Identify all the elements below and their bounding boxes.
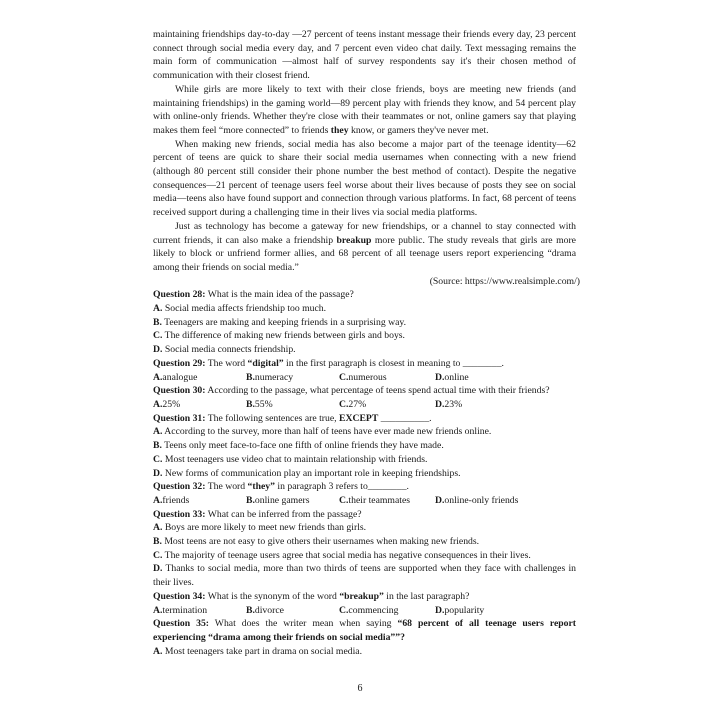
question-31 <box>153 412 576 426</box>
question-31-option-a[interactable]: A. According to the survey, more than half of teens have ever made new friends online. <box>153 426 492 438</box>
question-29-option-c[interactable]: C.numerous <box>339 371 387 383</box>
question-33-option-b[interactable]: B. Most teens are not easy to give others their usernames when making new friends. <box>153 536 480 548</box>
question-32-option-c[interactable]: C.their teammates <box>339 494 411 506</box>
question-28-text: What is the main idea of the passage? <box>205 289 354 301</box>
question-28-option-d[interactable] <box>153 343 576 357</box>
paragraph-4-text-end: more public. The study reveals that girls are more likely to block or unfriend former allies, and 68 percent of all teenage users report experiencing “drama among their friends on social media.” <box>153 234 576 273</box>
question-34 <box>153 590 576 604</box>
paragraph-4-text: Just as technology has become a gateway for new friendships, or a channel to stay connected with current friends, it can also make a friendship <box>153 220 576 246</box>
option-letter: B. <box>153 316 162 328</box>
question-29-options <box>153 371 576 385</box>
question-29-text: The word <box>205 357 248 369</box>
question-34-text: What is the synonym of the word <box>205 590 340 602</box>
question-31-option-d[interactable]: D. New forms of communication play an important role in keeping friendships. <box>153 467 461 479</box>
paragraph-2-text-end: know, or gamers they've never met. <box>348 124 489 136</box>
paragraph-3: When making new friends, social media has also become a major part of the teenage identity—62 percent of teens are quick to share their social media usernames when connecting with a new friend (although 80 percent still consider their phone number the best method of contact). Despite the negative consequences—21 percent of teenage users feel worse about their lives because of posts they see on social media—teens also have found support and connection through various platforms. In fact, 68 percent of teens received support during a challenging time in their lives via social media platforms. <box>153 138 576 219</box>
question-32-label: Question 32: <box>153 481 206 493</box>
question-32 <box>153 480 576 494</box>
question-30-label: Question 30: <box>153 385 206 397</box>
paragraph-1: maintaining friendships day-to-day —27 percent of teens instant message their friends every day, 23 percent connect through social media every day, and 7 percent even video chat daily. Text messaging remains the main form of communication —almost half of survey respondents say it's their chosen method of communication with their closest friend. <box>153 29 576 82</box>
question-28-option-a[interactable] <box>153 302 576 316</box>
question-33 <box>153 508 576 522</box>
question-32-text-end: in paragraph 3 refers to________. <box>275 481 409 493</box>
question-35-quote: “68 percent of all teenage users report experiencing “drama among their friends on social media””? <box>153 618 577 643</box>
question-32-text: The word <box>205 481 248 493</box>
question-34-option-a[interactable]: A.termination <box>153 604 208 616</box>
paragraph-2 <box>153 83 576 138</box>
question-29-keyword: “digital” <box>247 357 284 369</box>
question-29-option-d[interactable]: D.online <box>435 371 469 383</box>
question-34-options <box>153 604 576 618</box>
question-33-text: What can be inferred from the passage? <box>205 508 362 520</box>
question-30-option-a[interactable]: A.25% <box>153 398 181 410</box>
question-29 <box>153 357 576 371</box>
question-31-option-b[interactable]: B. Teens only meet face-to-face one fifth of online friends they have made. <box>153 440 444 452</box>
question-33-option-a[interactable]: A. Boys are more likely to meet new friends than girls. <box>153 522 367 534</box>
question-31-option-c[interactable]: C. Most teenagers use video chat to maintain relationship with friends. <box>153 453 428 465</box>
question-30-option-b[interactable]: B.55% <box>246 398 273 410</box>
question-28-option-b[interactable] <box>153 316 576 330</box>
question-30-text: According to the passage, what percentage of teens spend actual time with their friends? <box>205 385 550 397</box>
question-29-label: Question 29: <box>153 357 206 369</box>
question-34-option-c[interactable]: C.commencing <box>339 604 399 616</box>
question-32-option-d[interactable]: D.online-only friends <box>435 494 519 506</box>
source-citation: (Source: https://www.realsimple.com/) <box>429 275 580 287</box>
question-34-option-d[interactable]: D.popularity <box>435 604 485 616</box>
option-letter: A. <box>153 303 163 315</box>
question-32-option-a[interactable]: A.friends <box>153 494 190 506</box>
option-text: Social media affects friendship too much. <box>162 303 327 315</box>
question-32-option-b[interactable]: B.online gamers <box>246 494 310 506</box>
question-34-text-end: in the last paragraph? <box>383 590 470 602</box>
question-33-option-d[interactable]: D. Thanks to social media, more than two thirds of teens are supported when they face with challenges in their lives. <box>153 563 576 589</box>
paragraph-2-text: While girls are more likely to text with their close friends, boys are meeting new friends (and maintaining friendships) in the gaming world—89 percent play with friends they know, and 54 percent play with online-only friends. Whether they're close with their teammates or not, online gamers say that playing makes them feel “more connected” to friends <box>153 83 576 136</box>
question-33-option-c[interactable]: C. The majority of teenage users agree that social media has negative consequences in their lives. <box>153 549 531 561</box>
question-35-option-a[interactable]: A. Most teenagers take part in drama on social media. <box>153 645 363 657</box>
question-32-options <box>153 494 576 508</box>
question-34-option-b[interactable]: B.divorce <box>246 604 284 616</box>
option-letter: D. <box>153 344 163 356</box>
option-text: Teenagers are making and keeping friends in a surprising way. <box>161 316 407 328</box>
question-31-except: EXCEPT <box>339 412 379 424</box>
question-28-label: Question 28: <box>153 289 206 301</box>
question-30-options <box>153 398 576 412</box>
option-text: The difference of making new friends between girls and boys. <box>162 330 405 342</box>
option-letter: C. <box>153 330 163 342</box>
question-30-option-c[interactable]: C.27% <box>339 398 367 410</box>
question-28 <box>153 288 576 302</box>
question-29-text-end: in the first paragraph is closest in meaning to ________. <box>283 357 504 369</box>
question-30-option-d[interactable]: D.23% <box>435 398 463 410</box>
question-28-option-c[interactable] <box>153 329 576 343</box>
question-35 <box>153 617 576 644</box>
page-number: 6 <box>357 683 363 694</box>
paragraph-2-bold-word: they <box>330 124 349 136</box>
question-34-keyword: “breakup” <box>339 590 384 602</box>
question-33-label: Question 33: <box>153 508 206 520</box>
question-32-keyword: “they” <box>247 481 275 493</box>
question-29-option-a[interactable]: A.analogue <box>153 371 198 383</box>
question-29-option-b[interactable]: B.numeracy <box>246 371 294 383</box>
question-31-label: Question 31: <box>153 412 206 424</box>
question-31-blank: __________. <box>378 412 432 424</box>
question-31-text: The following sentences are true, <box>205 412 339 424</box>
paragraph-4-bold-word: breakup <box>336 234 372 246</box>
option-text: Social media connects friendship. <box>162 344 296 356</box>
question-35-label: Question 35: <box>153 618 210 630</box>
question-30 <box>153 384 576 398</box>
question-34-label: Question 34: <box>153 590 206 602</box>
question-35-text: What does the writer mean when saying <box>209 618 398 630</box>
paragraph-4 <box>153 220 576 275</box>
